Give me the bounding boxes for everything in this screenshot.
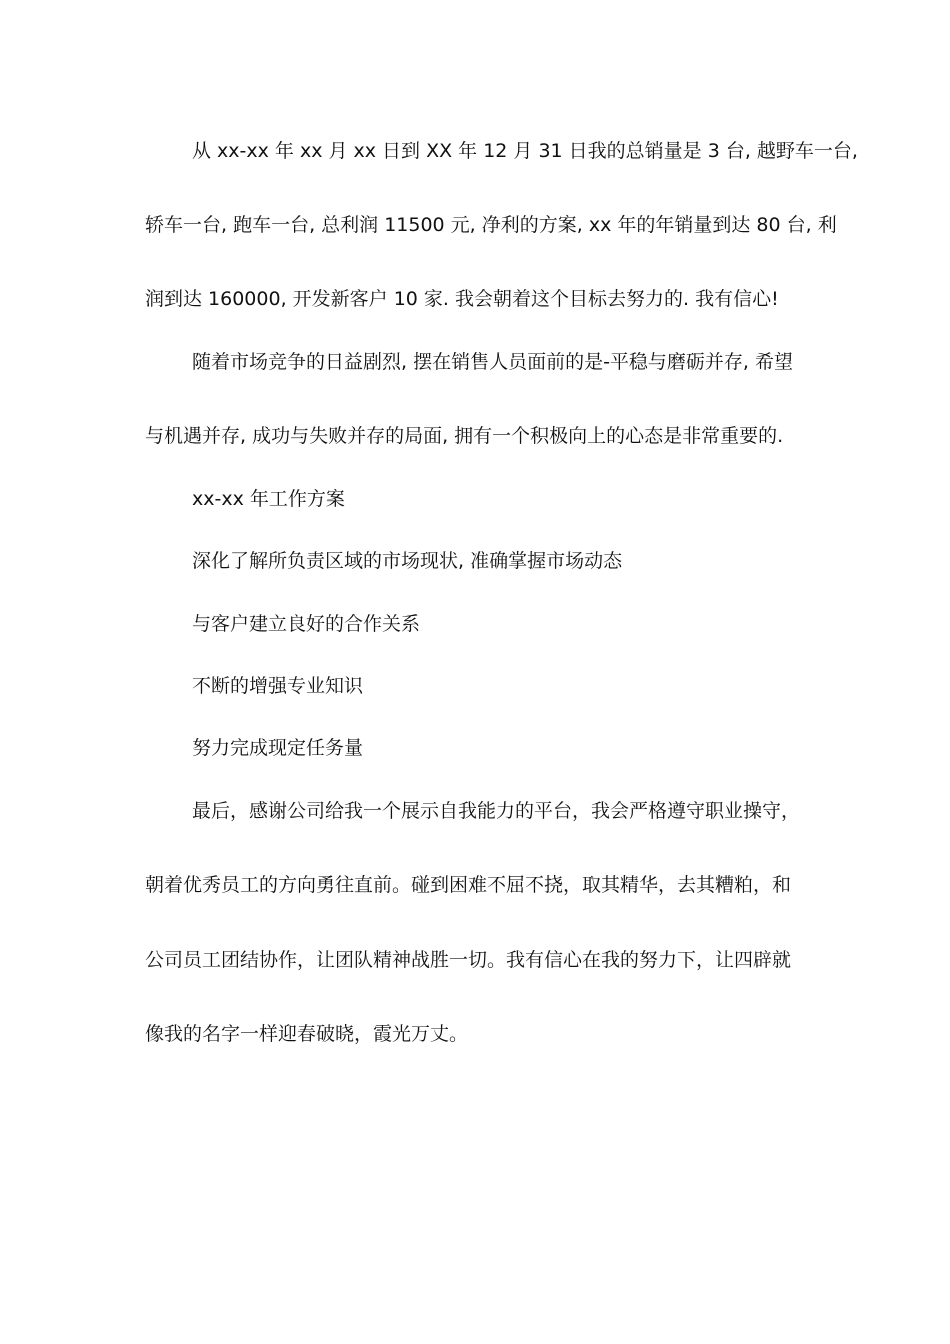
paragraph-closing-line-2: 朝着优秀员工的方向勇往直前。碰到困难不屈不挠，取其精华，去其糟粕，和 — [145, 874, 792, 896]
work-plan-item: 不断的增强专业知识 — [192, 675, 364, 697]
paragraph-sales-summary-line-2: 轿车一台, 跑车一台, 总利润 11500 元, 净利的方案, xx 年的年销量到达 80 台, 利 — [145, 214, 837, 236]
paragraph-market-competition-line-1: 随着市场竞争的日益剧烈, 摆在销售人员面前的是-平稳与磨砺并存, 希望 — [192, 351, 794, 373]
work-plan-item: 与客户建立良好的合作关系 — [192, 613, 421, 635]
work-plan-item: 努力完成现定任务量 — [192, 737, 364, 759]
paragraph-sales-summary-line-1: 从 xx-xx 年 xx 月 xx 日到 XX 年 12 月 31 日我的总销量是 3 台, 越野车一台, — [192, 140, 858, 162]
paragraph-closing-line-1: 最后，感谢公司给我一个展示自我能力的平台，我会严格遵守职业操守， — [192, 800, 801, 822]
paragraph-closing-line-3: 公司员工团结协作，让团队精神战胜一切。我有信心在我的努力下，让四辟就 — [145, 949, 792, 971]
paragraph-sales-summary-line-3: 润到达 160000, 开发新客户 10 家. 我会朝着这个目标去努力的. 我有信心! — [145, 288, 779, 310]
paragraph-market-competition-line-2: 与机遇并存, 成功与失败并存的局面, 拥有一个积极向上的心态是非常重要的. — [145, 425, 784, 447]
work-plan-heading: xx-xx 年工作方案 — [192, 488, 345, 510]
paragraph-closing-line-4: 像我的名字一样迎春破晓，霞光万丈。 — [145, 1023, 469, 1045]
work-plan-item: 深化了解所负责区域的市场现状, 准确掌握市场动态 — [192, 550, 623, 572]
